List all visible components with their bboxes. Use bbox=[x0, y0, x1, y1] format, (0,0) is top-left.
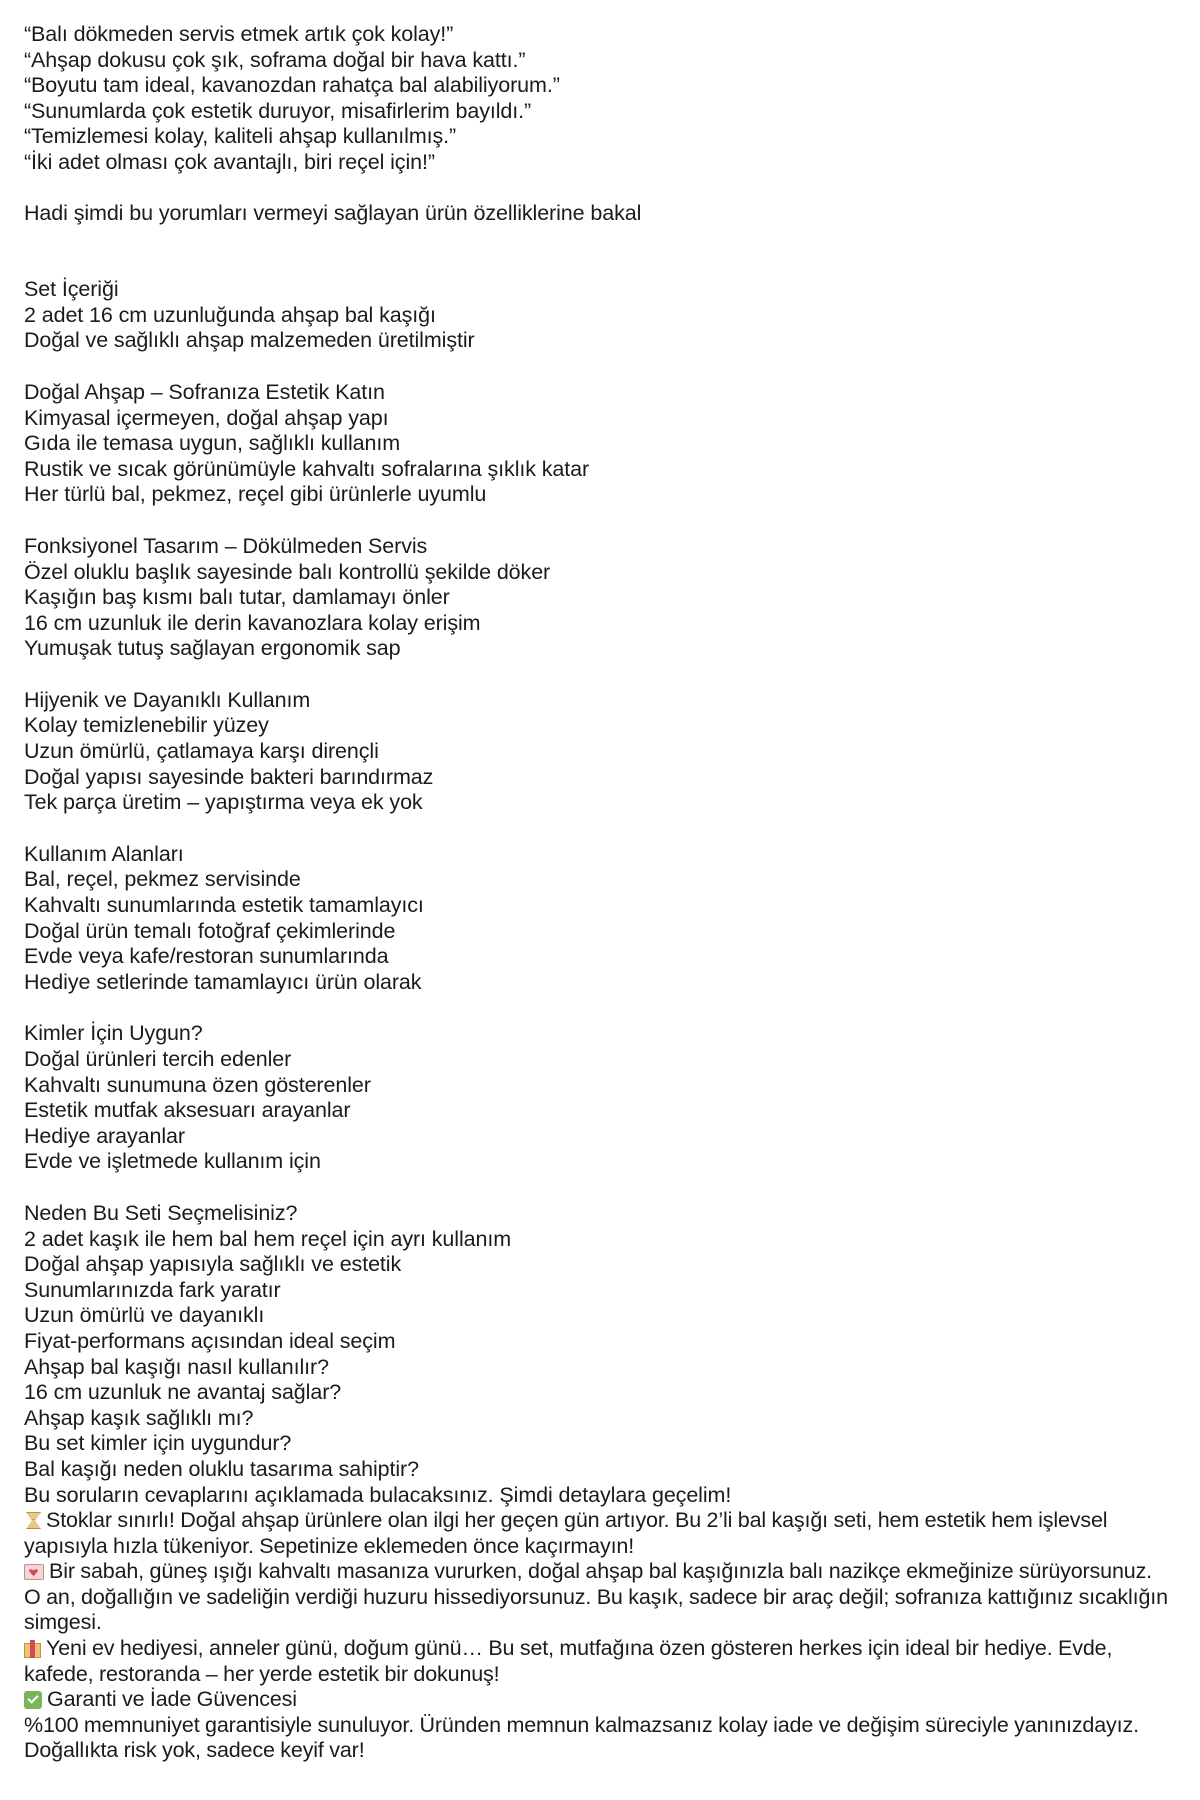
section-heading: Kullanım Alanları bbox=[24, 841, 184, 866]
section-item: Evde ve işletmede kullanım için bbox=[24, 1149, 321, 1174]
section-heading: Fonksiyonel Tasarım – Dökülmeden Servis bbox=[24, 533, 428, 558]
intro-sentence: Hadi şimdi bu yorumları vermeyi sağlayan ürün özelliklerine bakal bbox=[24, 200, 642, 225]
callout-story bbox=[24, 1559, 1174, 1636]
spacer bbox=[24, 176, 1174, 201]
review-quote: “Ahşap dokusu çok şık, soframa doğal bir hava kattı.” bbox=[24, 47, 526, 72]
spacer bbox=[24, 816, 1174, 842]
section-item: Estetik mutfak aksesuarı arayanlar bbox=[24, 1098, 351, 1123]
section-item: Her türlü bal, pekmez, reçel gibi ürünlerle uyumlu bbox=[24, 482, 487, 507]
love-letter-icon bbox=[24, 1564, 44, 1580]
section-heading: Doğal Ahşap – Sofranıza Estetik Katın bbox=[24, 379, 385, 404]
section-item: Gıda ile temasa uygun, sağlıklı kullanım bbox=[24, 431, 401, 456]
section-item: Fiyat-performans açısından ideal seçim bbox=[24, 1328, 396, 1353]
section-item: Hediye arayanlar bbox=[24, 1123, 185, 1148]
check-mark-icon bbox=[24, 1691, 42, 1709]
section-item: Kahvaltı sunumlarında estetik tamamlayıcı bbox=[24, 893, 424, 918]
section-item: Rustik ve sıcak görünümüyle kahvaltı sofralarına şıklık katar bbox=[24, 456, 590, 481]
section-item: Hediye setlerinde tamamlayıcı ürün olarak bbox=[24, 969, 422, 994]
section-item: 16 cm uzunluk ile derin kavanozlara kolay erişim bbox=[24, 610, 481, 635]
section-item: Doğal ürünleri tercih edenler bbox=[24, 1047, 292, 1071]
faq-question: Ahşap bal kaşığı nasıl kullanılır? bbox=[24, 1354, 329, 1379]
section-set-icerigi bbox=[24, 277, 1174, 354]
review-quote: “Boyutu tam ideal, kavanozdan rahatça bal alabiliyorum.” bbox=[24, 73, 560, 98]
section-heading: Hijyenik ve Dayanıklı Kullanım bbox=[24, 687, 311, 712]
callout-text: Bir sabah, güneş ışığı kahvaltı masanıza vururken, doğal ahşap bal kaşığınızla balı nazikçe ekmeğinize sürüyorsunuz. O an, doğallığın ve sadeliğin verdiği huzuru hissediyorsunuz. Bu kaşık, sadece bir araç değil; sofranıza kattığınız sıcaklığın simgesi. bbox=[24, 1559, 1168, 1635]
review-quote: “Temizlemesi kolay, kaliteli ahşap kullanılmış.” bbox=[24, 124, 457, 149]
section-item: Kimyasal içermeyen, doğal ahşap yapı bbox=[24, 405, 389, 430]
callout-text: Garanti ve İade Güvencesi bbox=[47, 1687, 297, 1712]
section-item: Doğal yapısı sayesinde bakteri barındırmaz bbox=[24, 764, 434, 789]
section-item: Uzun ömürlü, çatlamaya karşı dirençli bbox=[24, 739, 379, 764]
section-item: Evde veya kafe/restoran sunumlarında bbox=[24, 944, 389, 969]
faq-question: 16 cm uzunluk ne avantaj sağlar? bbox=[24, 1380, 342, 1405]
section-item: Sunumlarınızda fark yaratır bbox=[24, 1277, 281, 1302]
section-item: Özel oluklu başlık sayesinde balı kontrollü şekilde döker bbox=[24, 559, 551, 584]
callout-guarantee-heading bbox=[24, 1687, 1174, 1713]
section-kullanim-alanlari bbox=[24, 842, 1174, 996]
section-heading: Neden Bu Seti Seçmelisiniz? bbox=[24, 1200, 298, 1225]
section-kimler-icin-uygun bbox=[24, 1021, 1174, 1175]
section-item: Doğal ve sağlıklı ahşap malzemeden üretilmiştir bbox=[24, 328, 475, 353]
section-dogal-ahsap bbox=[24, 380, 1174, 508]
section-item: Tek parça üretim – yapıştırma veya ek yok bbox=[24, 790, 423, 815]
spacer bbox=[24, 226, 1174, 277]
faq-question: Bal kaşığı neden oluklu tasarıma sahiptir? bbox=[24, 1456, 419, 1481]
spacer bbox=[24, 662, 1174, 688]
section-item: 2 adet kaşık ile hem bal hem reçel için ayrı kullanım bbox=[24, 1226, 512, 1251]
callout-stock-scarcity bbox=[24, 1508, 1174, 1559]
hourglass-icon bbox=[24, 1511, 41, 1530]
spacer bbox=[24, 1175, 1174, 1201]
callout-gift bbox=[24, 1636, 1174, 1687]
document-body bbox=[24, 22, 1174, 1764]
section-item: Doğal ahşap yapısıyla sağlıklı ve estetik bbox=[24, 1252, 402, 1277]
faq-question: Bu set kimler için uygundur? bbox=[24, 1431, 292, 1456]
section-item: Kahvaltı sunumuna özen gösterenler bbox=[24, 1072, 371, 1097]
section-item: Yumuşak tutuş sağlayan ergonomik sap bbox=[24, 636, 401, 661]
review-quote: “Sunumlarda çok estetik duruyor, misafirlerim bayıldı.” bbox=[24, 98, 532, 123]
section-fonksiyonel-tasarim bbox=[24, 534, 1174, 662]
spacer bbox=[24, 354, 1174, 380]
section-item: Bal, reçel, pekmez servisinde bbox=[24, 867, 301, 892]
closing-paragraph: %100 memnuniyet garantisiyle sunuluyor. Üründen memnun kalmazsanız kolay iade ve değişim süreciyle yanınızdayız. Doğallıkta risk yok, sadece keyif var! bbox=[24, 1712, 1139, 1763]
section-item: Uzun ömürlü ve dayanıklı bbox=[24, 1303, 265, 1328]
section-item: Kaşığın baş kısmı balı tutar, damlamayı önler bbox=[24, 585, 450, 610]
callout-text: Stoklar sınırlı! Doğal ahşap ürünlere olan ilgi her geçen gün artıyor. Bu 2’li bal kaşığı seti, hem estetik hem işlevsel yapısıyla hızla tükeniyor. Sepetinize eklemeden önce kaçırmayın! bbox=[24, 1508, 1108, 1558]
spacer bbox=[24, 995, 1174, 1021]
review-quote: “İki adet olması çok avantajlı, biri reçel için!” bbox=[24, 149, 435, 174]
section-heading: Set İçeriği bbox=[24, 277, 119, 302]
section-item: Doğal ürün temalı fotoğraf çekimlerinde bbox=[24, 918, 396, 943]
review-quote: “Balı dökmeden servis etmek artık çok kolay!” bbox=[24, 22, 454, 46]
section-heading: Kimler İçin Uygun? bbox=[24, 1021, 203, 1046]
gift-icon bbox=[24, 1640, 41, 1658]
faq-question: Ahşap kaşık sağlıklı mı? bbox=[24, 1405, 254, 1430]
spacer bbox=[24, 508, 1174, 534]
section-hijyenik-dayanikli bbox=[24, 688, 1174, 816]
faq-answer-teaser: Bu soruların cevaplarını açıklamada bulacaksınız. Şimdi detaylara geçelim! bbox=[24, 1482, 732, 1507]
callout-text: Yeni ev hediyesi, anneler günü, doğum günü… Bu set, mutfağına özen gösteren herkes için ideal bir hediye. Evde, kafede, restoranda – her yerde estetik bir dokunuş! bbox=[24, 1636, 1113, 1686]
section-neden-bu-seti bbox=[24, 1201, 1174, 1508]
section-item: 2 adet 16 cm uzunluğunda ahşap bal kaşığı bbox=[24, 302, 436, 327]
customer-reviews-block bbox=[24, 22, 1174, 176]
section-item: Kolay temizlenebilir yüzey bbox=[24, 713, 269, 738]
